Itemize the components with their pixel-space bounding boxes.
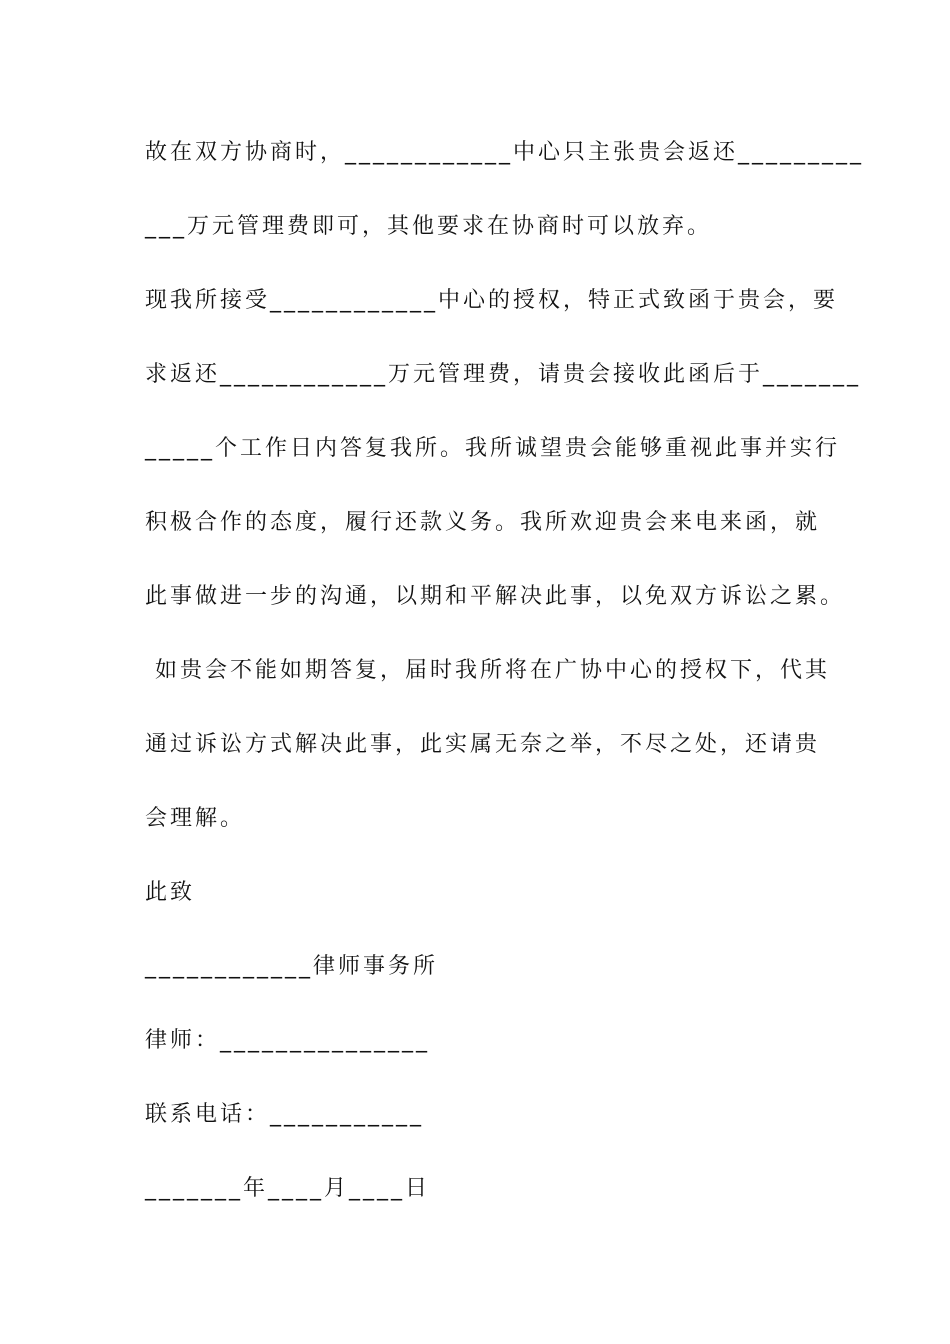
- body-line-4: 求返还____________万元管理费，请贵会接收此函后于_______: [145, 362, 862, 387]
- body-line-6: 积极合作的态度，履行还款义务。我所欢迎贵会来电来函，就: [145, 510, 821, 535]
- phone-line: 联系电话：___________: [145, 1102, 425, 1127]
- body-line-7: 此事做进一步的沟通，以期和平解决此事，以免双方诉讼之累。: [145, 584, 846, 609]
- law-firm-line: ____________律师事务所: [145, 954, 439, 979]
- body-line-2: ___万元管理费即可，其他要求在协商时可以放弃。: [145, 214, 713, 239]
- body-line-8: 如贵会不能如期答复，届时我所将在广协中心的授权下，代其: [145, 658, 830, 683]
- body-line-9: 通过诉讼方式解决此事，此实属无奈之举，不尽之处，还请贵: [145, 732, 821, 757]
- lawyer-line: 律师：_______________: [145, 1028, 431, 1053]
- date-line: _______年____月____日: [145, 1176, 431, 1201]
- body-line-1: 故在双方协商时，____________中心只主张贵会返还_________: [145, 140, 865, 165]
- body-line-3: 现我所接受____________中心的授权，特正式致函于贵会，要: [145, 288, 839, 313]
- closing-salutation: 此致: [145, 880, 196, 905]
- body-line-5: _____个工作日内答复我所。我所诚望贵会能够重视此事并实行: [145, 436, 841, 461]
- body-line-10: 会理解。: [145, 806, 246, 831]
